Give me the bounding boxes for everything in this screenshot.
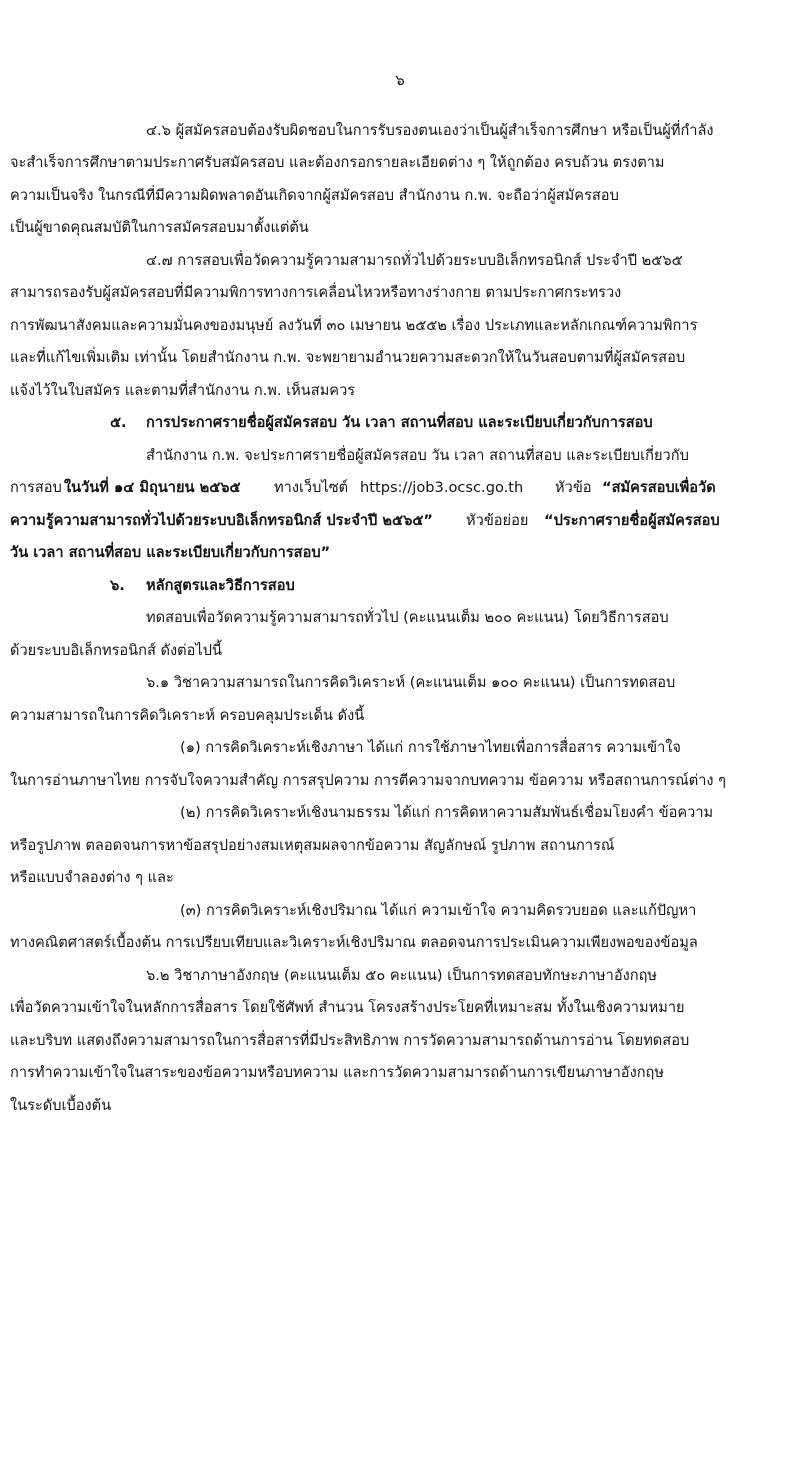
para-4-7-line-3: การพัฒนาสังคมและความมั่นคงของมนุษย์ ลงวันที่ ๓๐ เมษายน ๒๕๕๒ เรื่อง ประเภทและหลักเกณฑ์ความพิการ — [10, 317, 698, 334]
para-4-6-line-3: ความเป็นจริง ในกรณีที่มีความผิดพลาดอันเกิดจากผู้สมัครสอบ สำนักงาน ก.พ. จะถือว่าผู้สมัครสอบ — [10, 187, 619, 204]
para-4-7-line-2: สามารถรองรับผู้สมัครสอบที่มีความพิการทางการเคลื่อนไหวหรือทางร่างกาย ตามประกาศกระทรวง — [10, 284, 622, 301]
para-6-2-line-1: ๖.๒ วิชาภาษาอังกฤษ (คะแนนเต็ม ๕๐ คะแนน) เป็นการทดสอบทักษะภาษาอังกฤษ — [146, 967, 658, 984]
para-5-line-1: สำนักงาน ก.พ. จะประกาศรายชื่อผู้สมัครสอบ วัน เวลา สถานที่สอบ และระเบียบเกี่ยวกับ — [146, 447, 689, 464]
para-4-7-line-4: และที่แก้ไขเพิ่มเติม เท่านั้น โดยสำนักงาน ก.พ. จะพยายามอำนวยความสะดวกให้ในวันสอบตามที่ผู้สมัครสอบ — [10, 349, 686, 366]
para-5-line-4: วัน เวลา สถานที่สอบ และระเบียบเกี่ยวกับการสอบ” — [10, 544, 331, 561]
para-6-1-line-2: ความสามารถในการคิดวิเคราะห์ ครอบคลุมประเด็น ดังนี้ — [10, 707, 365, 724]
section-5-number: ๕. — [110, 414, 127, 431]
para-6-1-line-1: ๖.๑ วิชาความสามารถในการคิดวิเคราะห์ (คะแนนเต็ม ๑๐๐ คะแนน) เป็นการทดสอบ — [146, 674, 676, 691]
para-4-6-line-1: ๔.๖ ผู้สมัครสอบต้องรับผิดชอบในการรับรองตนเองว่าเป็นผู้สำเร็จการศึกษา หรือเป็นผู้ที่กำลัง — [146, 122, 714, 139]
para-6-2-line-2: เพื่อวัดความเข้าใจในหลักการสื่อสาร โดยใช้ศัพท์ สำนวน โครงสร้างประโยคที่เหมาะสม ทั้งในเชิงความหมาย — [10, 999, 685, 1016]
item-1-line-1: (๑) การคิดวิเคราะห์เชิงภาษา ได้แก่ การใช้ภาษาไทยเพื่อการสื่อสาร ความเข้าใจ — [180, 739, 681, 756]
item-2-line-3: หรือแบบจำลองต่าง ๆ และ — [10, 869, 174, 886]
section-5-heading — [0, 411, 800, 435]
para-6-2-line-5: ในระดับเบื้องต้น — [10, 1097, 112, 1114]
para-4-7-line-1: ๔.๗ การสอบเพื่อวัดความรู้ความสามารถทั่วไปด้วยระบบอิเล็กทรอนิกส์ ประจำปี ๒๕๖๕ — [146, 252, 683, 269]
para-6-intro-line-1: ทดสอบเพื่อวัดความรู้ความสามารถทั่วไป (คะแนนเต็ม ๒๐๐ คะแนน) โดยวิธีการสอบ — [146, 609, 669, 626]
section-6-title: หลักสูตรและวิธีการสอบ — [146, 577, 295, 594]
para-4-6-line-4: เป็นผู้ขาดคุณสมบัติในการสมัครสอบมาตั้งแต่ต้น — [10, 219, 309, 236]
item-2-line-2: หรือรูปภาพ ตลอดจนการหาข้อสรุปอย่างสมเหตุสมผลจากข้อความ สัญลักษณ์ รูปภาพ สถานการณ์ — [10, 837, 615, 854]
para-4-7-line-5: แจ้งไว้ในใบสมัคร และตามที่สำนักงาน ก.พ. เห็นสมควร — [10, 382, 356, 399]
para-6-2-line-4: การทำความเข้าใจในสาระของข้อความหรือบทความ และการวัดความสามารถด้านการเขียนภาษาอังกฤษ — [10, 1064, 664, 1081]
section-6-number: ๖. — [110, 577, 125, 594]
item-2-line-1: (๒) การคิดวิเคราะห์เชิงนามธรรม ได้แก่ การคิดหาความสัมพันธ์เชื่อมโยงคำ ข้อความ — [180, 804, 714, 821]
item-3-line-2: ทางคณิตศาสตร์เบื้องต้น การเปรียบเทียบและวิเคราะห์เชิงปริมาณ ตลอดจนการประเมินความเพียงพอของข้อมูล — [10, 934, 698, 951]
announcement-date: ในวันที่ ๑๔ มิถุนายน ๒๕๖๕ — [64, 479, 241, 496]
item-1-line-2: ในการอ่านภาษาไทย การจับใจความสำคัญ การสรุปความ การตีความจากบทความ ข้อความ หรือสถานการณ์ต่าง ๆ — [10, 772, 727, 789]
page-number: ๖ — [395, 71, 405, 89]
website-link[interactable]: https://job3.ocsc.go.th — [360, 479, 524, 496]
para-5-line-2: การสอบ ในวันที่ ๑๔ มิถุนายน ๒๕๖๕ ทางเว็บไซต์ https://job3.ocsc.go.th หัวข้อ “สมัครสอบเพื่อวัด — [0, 476, 800, 500]
item-3-line-1: (๓) การคิดวิเคราะห์เชิงปริมาณ ได้แก่ ความเข้าใจ ความคิดรวบยอด และแก้ปัญหา — [180, 902, 697, 919]
para-4-6-line-2: จะสำเร็จการศึกษาตามประกาศรับสมัครสอบ และต้องกรอกรายละเอียดต่าง ๆ ให้ถูกต้อง ครบถ้วน ตรงตาม — [10, 154, 665, 171]
section-6-heading — [0, 574, 800, 598]
para-5-line-3: ความรู้ความสามารถทั่วไปด้วยระบบอิเล็กทรอนิกส์ ประจำปี ๒๕๖๕” หัวข้อย่อย “ประกาศรายชื่อผู้สมัครสอบ — [10, 512, 720, 529]
para-6-2-line-3: และบริบท แสดงถึงความสามารถในการสื่อสารที่มีประสิทธิภาพ การวัดความสามารถด้านการอ่าน โดยทดสอบ — [10, 1032, 690, 1049]
para-6-intro-line-2: ด้วยระบบอิเล็กทรอนิกส์ ดังต่อไปนี้ — [10, 642, 222, 659]
section-5-title: การประกาศรายชื่อผู้สมัครสอบ วัน เวลา สถานที่สอบ และระเบียบเกี่ยวกับการสอบ — [146, 414, 653, 431]
